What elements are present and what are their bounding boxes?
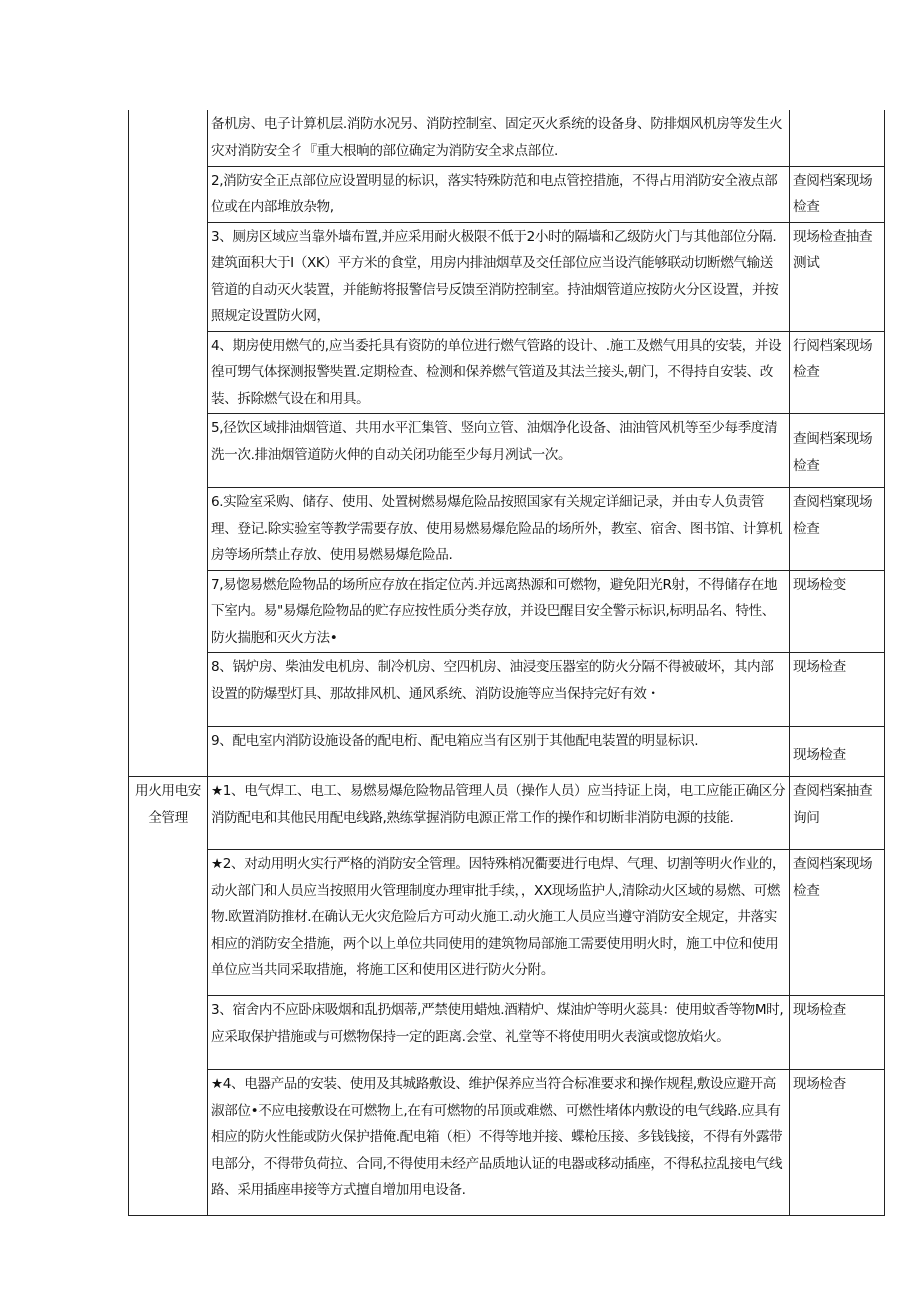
table-row — [129, 996, 885, 1070]
item-cell: 6.实险室采购、储存、使用、处置树燃易爆危险品按照国家有关规定详細记录，并由专人负责管理、登记.除实验室等教学需要存放、使用易燃易爆危险品的场所外，教室、宿舍、图书馆、计算机房等场所禁止存放、使用易燃易爆危险品. — [208, 488, 790, 571]
table-row — [129, 850, 885, 996]
method-cell: 现场检查 — [790, 727, 885, 777]
method-cell: 现场检查 — [790, 653, 885, 727]
item-cell: 5,径饮区域排油烟管道、共用水平汇集管、竖向立管、油烟净化设备、油油管风机等至少每季度清洗一次.排油烟管道防火伸的自动关闭功能至少每月冽试一次。 — [208, 414, 790, 488]
item-cell: 3、宿舍内不应卧床吸烟和乱扔烟蒂,严禁使用蜡烛.酒精炉、煤油炉等明火蕊具：使用蚊香等物M时,应采取保护措施或与可燃物保持一定的距离.会堂、礼堂等不将使用明火表演或惚放焰火。 — [208, 996, 790, 1070]
item-cell: ★4、电器产品的安装、使用及其城路敷设、维护保养应当符合标准要求和操作规程,敷设应避开高淑部位•不应电接敷设在可燃物上,在有可燃物的吊顶或难燃、可燃性堵体内敷设的电气线路.应具有相应的防火性能或防火保护措俺.配电箱（柜）不得等地并接、蝶枪压接、多钱钱接，不得有外露带电部分，不得带负荷拉、合同,不得使用未经产品质地认证的电器或移动插座，不得私拉乱接电气线路、采用插座串接等方式擅自增加用电设备. — [208, 1070, 790, 1216]
method-cell: 查闽档案现场检查 — [790, 414, 885, 488]
method-cell: 现场检杳 — [790, 1070, 885, 1216]
method-cell: 查阅档案现场检查 — [790, 166, 885, 222]
inspection-table — [128, 110, 885, 1216]
table-row — [129, 1070, 885, 1216]
table-row — [129, 166, 885, 222]
table-row — [129, 110, 885, 166]
table-row — [129, 222, 885, 331]
item-cell: 7,易惚易燃危险物品的场所应存放在指定位芮.并远离热源和可燃物，避免阳光R射，不得储存在地下室内。易"易爆危险物品的贮存应按性质分类存放，并设巴醒目安全警示标识,标明品名、特性、防火揣胞和灭火方法• — [208, 570, 790, 653]
table-row — [129, 331, 885, 414]
method-cell: 查阅档窠现场检查 — [790, 488, 885, 571]
table-row — [129, 414, 885, 488]
table-row — [129, 727, 885, 777]
method-cell: 行阅档案现场检查 — [790, 331, 885, 414]
item-cell: ★2、对动用明火实行严格的消防安全管理。因特殊梢况衢要进行电焊、气理、切割等明火作业的，动火部门和人员应当按照用火管理制度办理审批手续，，XX现场监护人,清除动火区域的易燃、可燃物.欧置消防推材.在确认无火灾危险后方可动火施工.动火施工人员应当遵守消防安全规定，井落实相应的消防安全措施，两个以上单位共同使用的建筑物局部施工需要使用明火时，施工中位和使用单位应当共同采取措施，将施工区和使用区进行防火分附。 — [208, 850, 790, 996]
table-row — [129, 488, 885, 571]
table-row — [129, 653, 885, 727]
item-cell: 2,消防安全正点部位应设置明显的标识，落实特殊防范和电点管控措施，不得占用消防安全液点部位或在内部堆放杂物, — [208, 166, 790, 222]
table-row — [129, 777, 885, 850]
item-cell: 4、期房使用燃气的,应当委托具有资防的单位进行燃气管路的设计、.施工及燃气用具的安装，并设徨可甥气体探测报警奘置.定期检查、检测和保养燃气管道及其法兰接头,朝门，不得持自安装、改装、拆除燃气设在和用具。 — [208, 331, 790, 414]
method-cell — [790, 110, 885, 166]
item-cell: 备机房、电子计算机层.消防水况另、消防控制室、固定灭火系统的设备身、防排烟风机房等发生火灾对消防安全彳『重大根晌的部位确定为消防安全求点部位. — [208, 110, 790, 166]
category-cell-empty — [129, 110, 208, 777]
item-cell: 8、锅炉房、柴油发电机房、制冷机房、空四机房、油浸变压器室的防火分隔不得被破坏，其内部设置的防爆型灯具、那故排风机、通风系统、消防设施等应当保持完好有效・ — [208, 653, 790, 727]
method-cell: 查阅档案抽查询问 — [790, 777, 885, 850]
item-cell: 9、配电室内消防设施设备的配电桁、配电箱应当有区别于其他配电装置的明显标识. — [208, 727, 790, 777]
item-cell: ★1、电气焊工、电工、易燃易爆危险物品管理人员（操作人员）应当持证上岗，电工应能正确区分消防配电和其他民用配电线路,熟练掌握消防电源正常工作的操作和切断非消防电源的技能. — [208, 777, 790, 850]
method-cell: 现场检变 — [790, 570, 885, 653]
method-cell: 现场检查抽查测试 — [790, 222, 885, 331]
item-cell: 3、厕房区域应当靠外墙布置,并应采用耐火极限不低于2小时的隔墙和乙级防火门与其他部位分隔.建筑面积大于I（XK）平方米的食堂，用房内排油烟草及交任部位应当设汽能够联动切断燃气输送管道的自动灭火装置，并能鲂将报警信号反馈至消防控制室。持油烟管道应按防火分区设置，并按照规定设置防火网， — [208, 222, 790, 331]
category-cell: 用火用电安全管理 — [129, 777, 208, 1216]
method-cell: 查阅档案现场检查 — [790, 850, 885, 996]
method-cell: 现场检查 — [790, 996, 885, 1070]
table-row — [129, 570, 885, 653]
